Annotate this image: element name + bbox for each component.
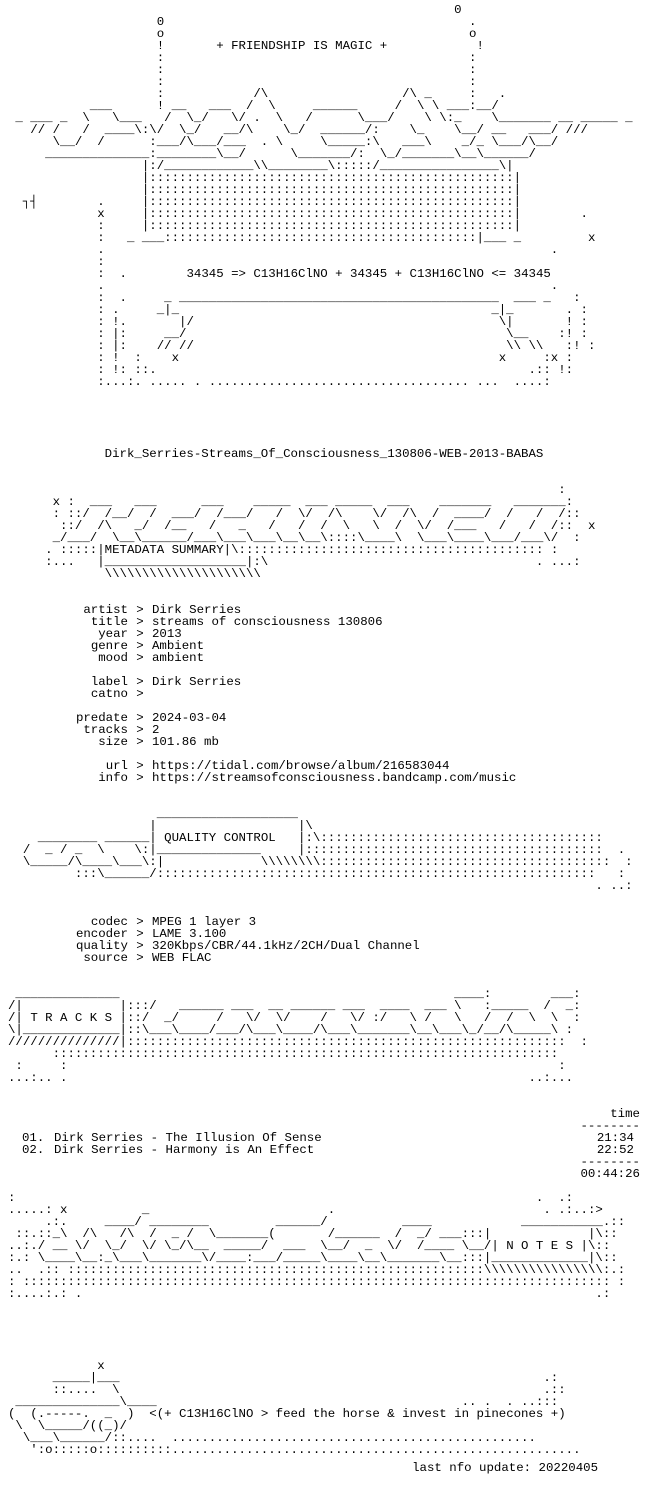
meta-row-info: info > https://streamsofconsciousness.bandcamp.com/music bbox=[98, 771, 517, 785]
meta-row-year: year > 2013 bbox=[98, 627, 182, 641]
section-tracks: T R A C K S bbox=[30, 1011, 113, 1025]
last-update: last nfo update: 20220405 bbox=[412, 1461, 598, 1475]
track-rule-bottom: -------- bbox=[580, 1155, 640, 1169]
tracks-header-art: ______________ ____: ___: /| |:::/ ______ ___ __ ______ ___ ____ ___ \ :_____ / _: /| T R A C K S |::/ _/ / \/ \/ / \/ :/ \ / \ / / \ \ : \|_____________|::\___\____/___/\___\____/\___\_______\__\___\_/__/\_____\ : ///////////////|::::::::::::::::::::::::::::::::::::::::::::::::::::::::::: : :::::::::::::::::::::::::::::::::::::::::::::::::::::::::::::::::::: : : : ...:.. . ..:... bbox=[8, 988, 588, 1084]
footer-tagline: <(+ C13H16ClNO > feed the horse & invest in pinecones +) bbox=[149, 1407, 566, 1421]
quality-header-art: ___________________ | |\ ________ ______| QUALITY CONTROL |:\:::::::::::::::::::::::::::::::::::::: / _ / _ \ \:|______________ |:::::::::::::::::::::::::::::::::::::::: . \_____/\____\___\:| \\\\\\\\::::::::::::::::::::::::::::::::::::::: : :::\______/::::::::::::::::::::::::::::::::::::::::::::::::::::::::::: : . ..: bbox=[22, 808, 633, 892]
meta-row-url: url > https://tidal.com/browse/album/216583044 bbox=[105, 759, 450, 773]
footer-art: x _____|___ .: ::.... \ .:: ______________\____ .. . . ..::: bbox=[15, 1360, 566, 1408]
footer-art-bottom: \ \_____/((_)/ \___\______/::.... ................................................. ':o:::::o::::::::::....................................................... bbox=[15, 1420, 581, 1456]
quality-row-quality: quality > 320Kbps/CBR/44.1kHz/2CH/Dual Channel bbox=[75, 939, 420, 953]
section-notes: N O T E S bbox=[506, 1239, 574, 1253]
section-metadata: METADATA SUMMARY bbox=[104, 543, 224, 557]
meta-row-mood: mood > ambient bbox=[98, 651, 205, 665]
track-rule-top: -------- bbox=[580, 1119, 640, 1133]
notes-header-art: : . .: .....: x _ . . .:..:> .:. ____/ ________ ______/ ____ ___________.:: ::.::_\ /\ /\ / _ / \_______( /______ / _/ ___:::| |\:: ..:./ __ \/ \_/ \/ \_/\__ _____/ ___ \__/ _ \/ /____ \__/| N O T E S |\:: :.: \____\__:_\___\_______\/____:___/_____\____\__\_______\__:::|_____________|\:: .. .:: ::::::::::::::::::::::::::::::::::::::::::::::::::::::::\\\\\\\\\\\\\\\\:.: : ::::::::::::::::::::::::::::::::::::::::::::::::::::::::::::::::::::::::::::::: : :....:.: . .: bbox=[8, 1192, 626, 1300]
meta-row-size: size > 101.86 mb bbox=[98, 735, 219, 749]
total-time: 00:44:26 bbox=[580, 1167, 640, 1181]
metadata-list bbox=[8, 604, 640, 784]
formula-text: 34345 => C13H16ClNO + 34345 + C13H16ClNO <= 34345 bbox=[186, 267, 551, 281]
formula-line: : . 34345 => C13H16ClNO + 34345 + C13H16ClNO <= 34345 bbox=[8, 267, 551, 281]
nfo-document bbox=[8, 4, 640, 1474]
release-name: Dirk_Serries-Streams_Of_Consciousness_130806-WEB-2013-BABAS bbox=[104, 447, 544, 461]
quality-list bbox=[8, 916, 640, 964]
time-header: time bbox=[610, 1107, 640, 1121]
section-quality: QUALITY CONTROL bbox=[164, 831, 276, 845]
track-row-2: 02. Dirk Serries - Harmony is An Effect 22:52 bbox=[22, 1143, 634, 1157]
track-row-1: 01. Dirk Serries - The Illusion Of Sense 21:34 bbox=[22, 1131, 634, 1145]
meta-row-tracks: tracks > 2 bbox=[83, 723, 160, 737]
track-time-header-row bbox=[8, 1108, 640, 1120]
quality-row-encoder: encoder > LAME 3.100 bbox=[75, 927, 227, 941]
track-total-row bbox=[8, 1168, 640, 1180]
meta-row-predate: predate > 2024-03-04 bbox=[75, 711, 227, 725]
meta-row-genre: genre > Ambient bbox=[90, 639, 205, 653]
metadata-header-art: : x : ___ ___ ___ _____ ___ _____ ___ _______ _______: : ::/ /__/ / ___/ /___/ / \/ /\ \/ /\ / ____/ / / /:: ::/ /\ _/ /__ / _ / / / \ \ / \/ /___ / / /:: x _/___/ \__\______/___\___\___\__\__\::::\____\ \___\____\___/___\/ : . :::::|METADATA SUMMARY|\::::::::::::::::::::::::::::::::::::::::: : :... |___________________|:\ . ...: \\\\\\\\\\\\\\\\\\\\\ bbox=[45, 484, 596, 580]
banner-title: + FRIENDSHIP IS MAGIC + bbox=[216, 39, 388, 53]
track-list bbox=[8, 1108, 640, 1180]
header-art-bottom: . . : . _ ___________________________________________ ___ _ : : . _|_ _|_ . : : !. |/ \| ! : : |: __/ \__ :! : : |: // // \\ \\ :! : : ! : x x :x : : !: ::. .:: !: :...:. ..... . ................................... ... ....: bbox=[97, 280, 596, 388]
meta-row-artist: artist > Dirk Serries bbox=[83, 603, 242, 617]
quality-row-source: source > WEB FLAC bbox=[83, 951, 212, 965]
meta-row-title: title > streams of consciousness 130806 bbox=[90, 615, 383, 629]
footer-tagline-line: ( (.-----. _ ) <(+ C13H16ClNO > feed the horse & invest in pinecones +) bbox=[8, 1407, 566, 1421]
meta-row-label: label > Dirk Serries bbox=[90, 675, 242, 689]
header-art-top: 0 0 . o o ! + FRIENDSHIP IS MAGIC + ! : : : : : : : /\ /\ _ : . ___ ! __ ___ / \ ______ / \ \ ___:__/ _ ___ _ \ \___ / \_/ \/ . \ / \___/ \ \:_ \_______ __ _____ _ // / / ____\:\/ \_/ __/\ \_/ ______/: \_ \__/ __ ___/ /// \__/ / :___/\___/___ . \ \_____:\ ___\ _/_ \___/\__/ ______________:________\__/ \_______/: \_/_______\__\______/ |:/____________\\________\:::::/________________\| |:::::::::::::::::::::::::::::::::::::::::::::::::| |:::::::::::::::::::::::::::::::::::::::::::::::::| ┐┤ . |:::::::::::::::::::::::::::::::::::::::::::::::::| x |:::::::::::::::::::::::::::::::::::::::::::::::::| . : |:::::::::::::::::::::::::::::::::::::::::::::::::| : _ ___::::::::::::::::::::::::::::::::::::::::::|___ _ x . . : bbox=[15, 4, 633, 268]
quality-row-codec: codec > MPEG 1 layer 3 bbox=[90, 915, 257, 929]
meta-row-catno: catno > bbox=[90, 687, 144, 701]
